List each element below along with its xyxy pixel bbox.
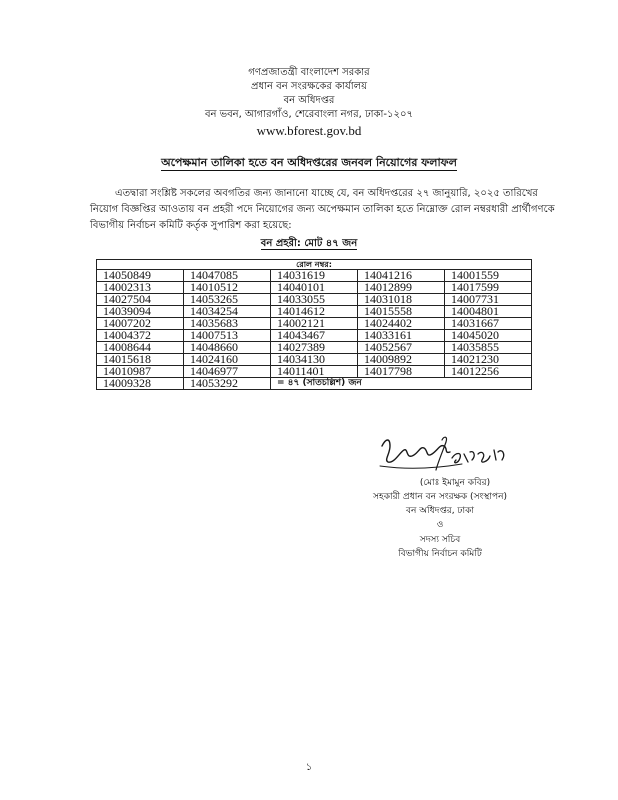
table-row — [97, 342, 532, 354]
roll-cell: 14024402 — [358, 318, 445, 330]
roll-cell: 14027389 — [271, 342, 358, 354]
roll-cell: 14034254 — [184, 306, 271, 318]
roll-number-table — [96, 259, 532, 390]
roll-cell: 14050849 — [97, 270, 184, 282]
roll-cell: 14015558 — [358, 306, 445, 318]
table-row — [97, 306, 532, 318]
roll-cell: 14035683 — [184, 318, 271, 330]
roll-cell: 14009892 — [358, 354, 445, 366]
signatory-office: বন অধিদপ্তর, ঢাকা — [405, 506, 475, 516]
handwritten-signature — [378, 432, 518, 474]
roll-cell: 14012256 — [445, 366, 532, 378]
table-row — [97, 366, 532, 378]
roll-cell: 14008644 — [97, 342, 184, 354]
roll-cell: 14002121 — [271, 318, 358, 330]
roll-cell: 14045020 — [445, 330, 532, 342]
roll-cell: 14001559 — [445, 270, 532, 282]
roll-cell: 14015618 — [97, 354, 184, 366]
roll-cell: 14007731 — [445, 294, 532, 306]
body-line-2: নিয়োগ বিজ্ঞপ্তির আওতায় বন প্রহরী পদে নিয়োগের জন্য অপেক্ষমান তালিকা হতে নিম্নোক্ত রোল নম্বরধারী প্রার্থীগণকে — [90, 204, 555, 215]
roll-cell: 14027504 — [97, 294, 184, 306]
header-office: প্রধান বন সংরক্ষকের কার্যালয় — [251, 81, 367, 92]
header-department: বন অধিদপ্তর — [283, 95, 335, 106]
roll-cell: 14004801 — [445, 306, 532, 318]
roll-cell: 14011401 — [271, 366, 358, 378]
roll-cell: 14002313 — [97, 282, 184, 294]
document-title — [0, 154, 618, 173]
roll-cell: 14017599 — [445, 282, 532, 294]
roll-cell: 14043467 — [271, 330, 358, 342]
roll-cell: 14039094 — [97, 306, 184, 318]
table-row — [97, 294, 532, 306]
roll-cell: 14034130 — [271, 354, 358, 366]
roll-cell: 14047085 — [184, 270, 271, 282]
roll-cell: 14031619 — [271, 270, 358, 282]
roll-cell: 14031018 — [358, 294, 445, 306]
document-title-text: অপেক্ষমান তালিকা হতে বন অধিদপ্তরের জনবল নিয়োগের ফলাফল — [161, 156, 457, 169]
body-line-1: এতদ্বারা সংশ্লিষ্ট সকলের অবগতির জন্য জানানো যাচ্ছে যে, বন অধিদপ্তরের ২৭ জানুয়ারি, ২০২৫ তারিখের — [115, 188, 538, 199]
table-row — [97, 330, 532, 342]
signatory-conjunction: ও — [436, 520, 444, 530]
roll-cell: 14053265 — [184, 294, 271, 306]
table-row — [97, 378, 532, 390]
roll-cell: 14012899 — [358, 282, 445, 294]
roll-cell: 14053292 — [184, 378, 271, 390]
body-line-3: বিভাগীয় নির্বাচন কমিটি কর্তৃক সুপারিশ করা হয়েছে: — [90, 220, 292, 231]
page-number: ১ — [305, 762, 313, 773]
roll-cell: 14014612 — [271, 306, 358, 318]
roll-cell: 14010987 — [97, 366, 184, 378]
total-count: = ৪৭ (সাতচল্লিশ) জন — [271, 378, 532, 390]
roll-cell: 14033055 — [271, 294, 358, 306]
roll-cell: 14024160 — [184, 354, 271, 366]
header-website: www.bforest.gov.bd — [256, 123, 362, 138]
signatory-designation: সহকারী প্রধান বন সংরক্ষক (সংস্থাপন) — [373, 492, 507, 502]
subtitle-text: বন প্রহরী: মোট ৪৭ জন — [260, 238, 358, 249]
roll-cell: 14017798 — [358, 366, 445, 378]
roll-cell: 14035855 — [445, 342, 532, 354]
signatory-role: সদস্য সচিব — [419, 535, 461, 545]
table-row — [97, 282, 532, 294]
roll-cell: 14048660 — [184, 342, 271, 354]
roll-cell: 14009328 — [97, 378, 184, 390]
header-address: বন ভবন, আগারগাঁও, শেরেবাংলা নগর, ঢাকা-১২০৭ — [204, 109, 414, 120]
table-row — [97, 354, 532, 366]
roll-cell: 14031667 — [445, 318, 532, 330]
roll-cell: 14046977 — [184, 366, 271, 378]
signatory-committee: বিভাগীয় নির্বাচন কমিটি — [398, 549, 482, 559]
roll-cell: 14033161 — [358, 330, 445, 342]
roll-cell: 14021230 — [445, 354, 532, 366]
roll-cell: 14004372 — [97, 330, 184, 342]
table-row — [97, 318, 532, 330]
roll-cell: 14010512 — [184, 282, 271, 294]
signatory-name: (মোঃ ইমামুন কবির) — [419, 478, 491, 488]
table-row — [97, 270, 532, 282]
roll-cell: 14007513 — [184, 330, 271, 342]
roll-cell: 14052567 — [358, 342, 445, 354]
roll-cell: 14040101 — [271, 282, 358, 294]
table-header: রোল নম্বর: — [97, 260, 532, 270]
roll-cell: 14007202 — [97, 318, 184, 330]
subtitle — [0, 236, 618, 253]
header-govt: গণপ্রজাতন্ত্রী বাংলাদেশ সরকার — [248, 67, 370, 78]
roll-cell: 14041216 — [358, 270, 445, 282]
